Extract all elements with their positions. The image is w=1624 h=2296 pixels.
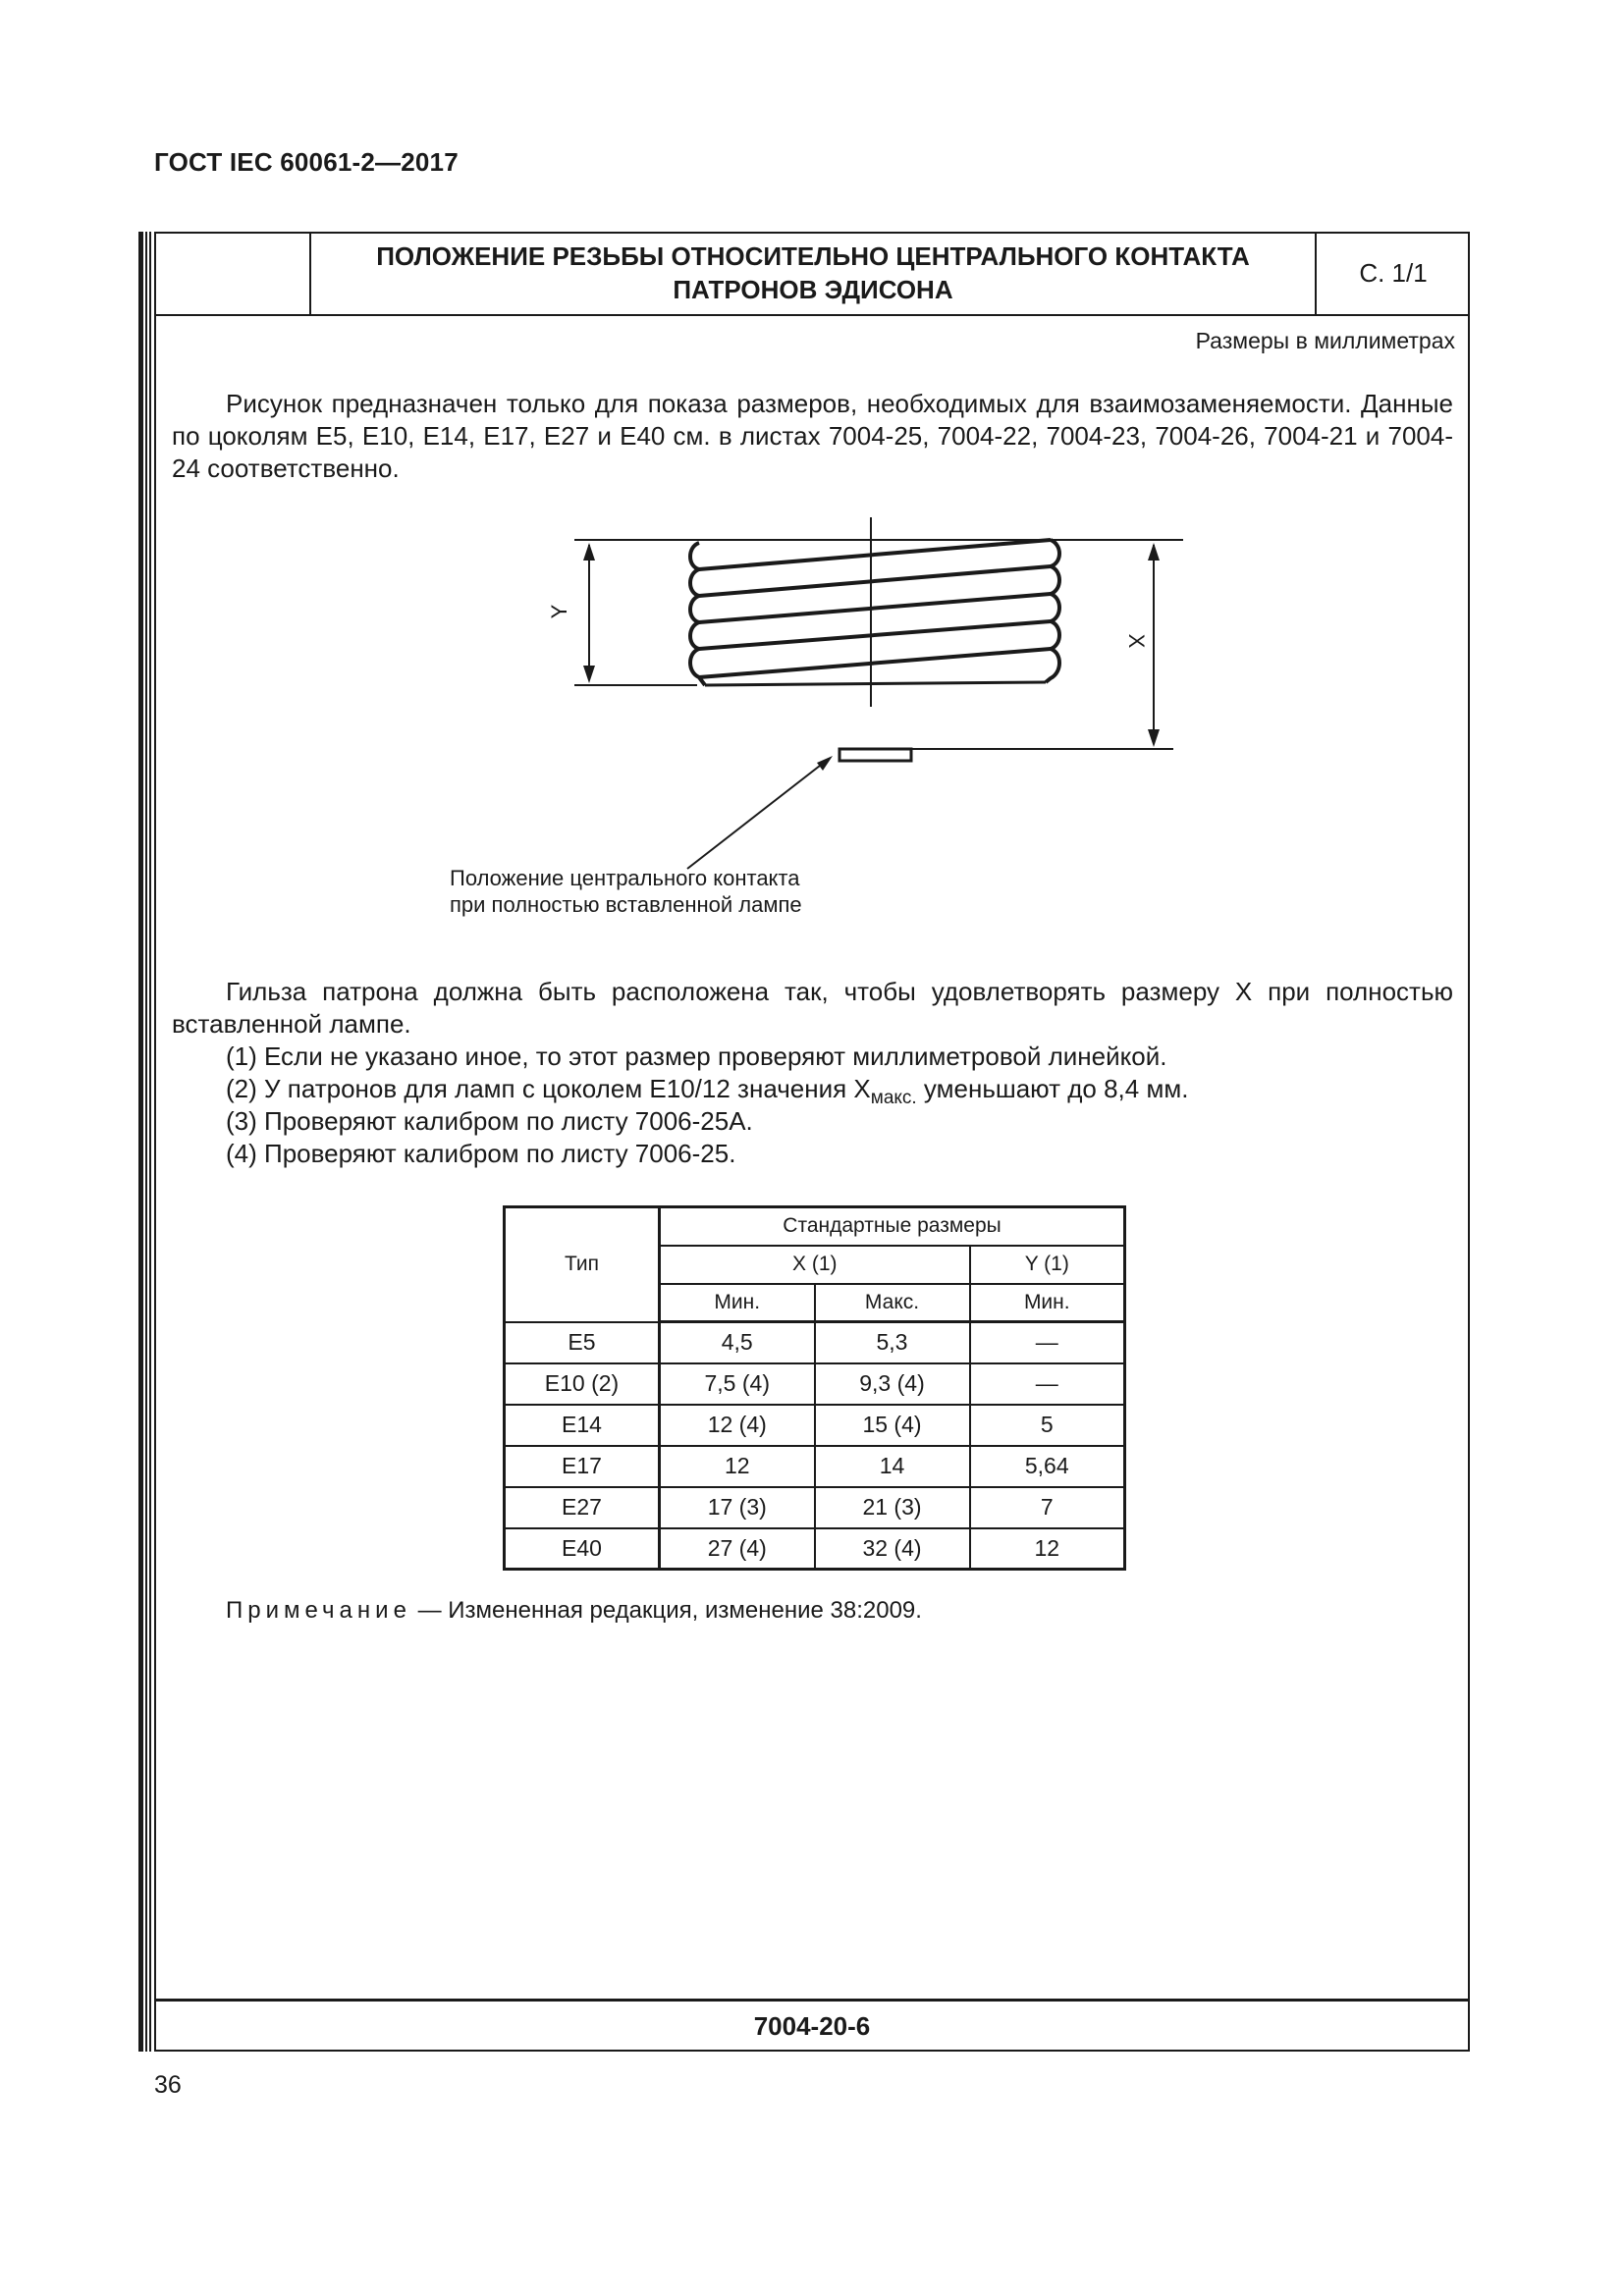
thread-left-profile xyxy=(690,543,705,685)
table-row xyxy=(505,1446,1125,1487)
sheet-title xyxy=(311,232,1315,314)
table-row xyxy=(505,1487,1125,1528)
cell-x-max: 14 xyxy=(815,1446,970,1487)
intro-paragraph: Рисунок предназначен только для показа размеров, необходимых для взаимозаменяемости. Данные по цоколям E5, E10, E14, E17, E27 и E40 см. в листах 7004-25, 7004-22, 7004-23, 7004-26, 7004-21 и 7004-24 соответственно. xyxy=(172,389,1453,483)
thread-line-2 xyxy=(699,566,1051,596)
header-y-min: Мин. xyxy=(970,1284,1125,1322)
table-row xyxy=(505,1322,1125,1363)
y-arrow-top xyxy=(583,543,595,561)
y-arrow-bottom xyxy=(583,666,595,683)
header-x-min: Мин. xyxy=(660,1284,815,1322)
cell-x-max: 21 (3) xyxy=(815,1487,970,1528)
cell-x-max: 15 (4) xyxy=(815,1405,970,1446)
central-contact xyxy=(839,749,911,761)
x-arrow-bottom xyxy=(1148,729,1160,747)
cell-x-max: 5,3 xyxy=(815,1322,970,1363)
table-row xyxy=(505,1363,1125,1405)
amendment-note xyxy=(226,1597,922,1625)
sheet-title-line-2: ПАТРОНОВ ЭДИСОНА xyxy=(673,275,953,304)
frame-left-bar-outer xyxy=(138,232,143,2052)
frame-left-bar-inner xyxy=(149,232,151,2052)
dimensions-table xyxy=(503,1205,1126,1571)
sheet-title-line-1: ПОЛОЖЕНИЕ РЕЗЬБЫ ОТНОСИТЕЛЬНО ЦЕНТРАЛЬНОГО КОНТАКТА xyxy=(376,241,1250,271)
cell-type: E27 xyxy=(505,1487,660,1528)
cell-y-min: 7 xyxy=(970,1487,1125,1528)
thread-line-6 xyxy=(705,682,1046,685)
header-x-max: Макс. xyxy=(815,1284,970,1322)
header-y: Y (1) xyxy=(970,1246,1125,1284)
title-row-divider xyxy=(154,314,1470,316)
thread-line-1 xyxy=(699,540,1051,569)
header-type: Тип xyxy=(505,1207,660,1322)
cell-type: E14 xyxy=(505,1405,660,1446)
footnote-1: (1) Если не указано иное, то этот размер проверяют миллиметровой линейкой. xyxy=(226,1041,1167,1071)
x-arrow-top xyxy=(1148,543,1160,561)
cell-type: E5 xyxy=(505,1322,660,1363)
cell-y-min: — xyxy=(970,1322,1125,1363)
callout-label-line-1: Положение центрального контакта xyxy=(450,866,800,890)
page-number: 36 xyxy=(154,2071,182,2099)
thread-line-3 xyxy=(699,594,1051,622)
footnote-2 xyxy=(226,1074,1189,1108)
cell-x-min: 12 (4) xyxy=(660,1405,815,1446)
thread-line-5 xyxy=(699,649,1051,677)
footnote-2-text: (2) У патронов для ламп с цоколем E10/12 значения X xyxy=(226,1074,871,1103)
thread-right-profile xyxy=(1046,540,1059,682)
footnote-2-text-end: уменьшают до 8,4 мм. xyxy=(916,1074,1189,1103)
cell-y-min: — xyxy=(970,1363,1125,1405)
cell-x-min: 12 xyxy=(660,1446,815,1487)
thread-line-4 xyxy=(699,621,1051,649)
cell-type: E40 xyxy=(505,1528,660,1570)
cell-y-min: 5 xyxy=(970,1405,1125,1446)
cell-x-max: 32 (4) xyxy=(815,1528,970,1570)
cell-x-min: 4,5 xyxy=(660,1322,815,1363)
cell-x-max: 9,3 (4) xyxy=(815,1363,970,1405)
dimensions-unit-note: Размеры в миллиметрах xyxy=(1195,328,1455,353)
cell-y-min: 5,64 xyxy=(970,1446,1125,1487)
note-label: Примечание xyxy=(226,1597,411,1624)
x-dimension-label: X xyxy=(1124,633,1149,649)
y-dimension-label: Y xyxy=(547,604,571,619)
cell-type: E17 xyxy=(505,1446,660,1487)
callout-leader-line xyxy=(687,759,829,869)
cell-x-min: 27 (4) xyxy=(660,1528,815,1570)
cell-x-min: 7,5 (4) xyxy=(660,1363,815,1405)
requirement-paragraph: Гильза патрона должна быть расположена так, чтобы удовлетворять размеру X при полностью вставленной лампе. xyxy=(172,977,1453,1039)
document-header: ГОСТ IEC 60061-2—2017 xyxy=(154,147,459,177)
frame-left-bar-middle xyxy=(145,232,147,2052)
sheet-number: С. 1/1 xyxy=(1359,257,1428,288)
thread-diagram xyxy=(450,506,1198,918)
cell-type: E10 (2) xyxy=(505,1363,660,1405)
callout-arrow-head xyxy=(817,756,833,771)
cell-x-min: 17 (3) xyxy=(660,1487,815,1528)
table-row xyxy=(505,1405,1125,1446)
header-x: X (1) xyxy=(660,1246,970,1284)
header-standard-dimensions: Стандартные размеры xyxy=(660,1207,1125,1246)
sheet-code: 7004-20-6 xyxy=(753,2011,871,2041)
cell-y-min: 12 xyxy=(970,1528,1125,1570)
footnote-2-subscript: макс. xyxy=(870,1088,917,1108)
note-text: Измененная редакция, изменение 38:2009. xyxy=(448,1597,922,1624)
footnote-3: (3) Проверяют калибром по листу 7006-25A. xyxy=(226,1106,753,1136)
footnote-4: (4) Проверяют калибром по листу 7006-25. xyxy=(226,1139,736,1168)
note-dash: — xyxy=(410,1597,449,1624)
callout-label-line-2: при полностью вставленной лампе xyxy=(450,892,802,917)
table-row xyxy=(505,1528,1125,1570)
